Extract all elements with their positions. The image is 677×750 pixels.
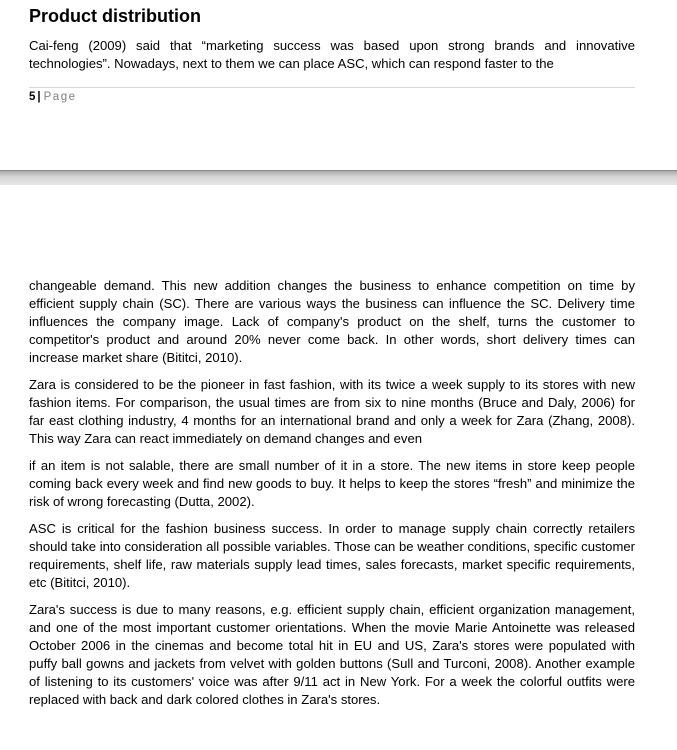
body-text [29, 277, 635, 718]
paragraph-asc-critical: ASC is critical for the fashion business success. In order to manage supply chain correctly retailers should take into consideration all possible variables. Those can be weather conditions, specific customer requirements, shelf life, raw materials supply lead times, sales forecasts, market specific requirements, etc (Bititci, 2010). [29, 521, 635, 590]
footer-separator: | [37, 91, 41, 103]
paragraph-delivery: changeable demand. This new addition changes the business to enhance competition on time by efficient supply chain (SC). There are various ways the business can influence the SC. Delivery time influences the company image. Lack of company's product on the shelf, turns the customer to competitor's product and around 20% never come back. In other words, short delivery times can increase market share (Bititci, 2010). [29, 278, 635, 365]
paragraph-zara-success: Zara's success is due to many reasons, e.g. efficient supply chain, efficient organization management, and one of the most important customer orientations. When the movie Marie Antoinette was released October 2006 in the cinemas and become total hit in EU and US, Zara's stores were populated with puffy ball gowns and jackets from velvet with golden buttons (Sull and Turconi, 2008). Another example of listening to its customers' voice was after 9/11 act in New York. For a week the colorful outfits were replaced with back and dark colored clothes in Zara's stores. [29, 602, 635, 707]
page-5-bottom [0, 0, 677, 170]
intro-paragraph: Cai-feng (2009) said that “marketing success was based upon strong brands and innovative technologies”. Nowadays, next to them we can place ASC, which can respond faster to the [29, 38, 635, 71]
page-number: 5 [29, 91, 36, 103]
page-break-gap [0, 170, 677, 185]
paragraph-salable-items: if an item is not salable, there are small number of it in a store. The new items in store keep people coming back every week and find new goods to buy. It helps to keep the stores “fresh” and minimize the risk of wrong forecasting (Dutta, 2002). [29, 458, 635, 509]
footer-divider [29, 87, 635, 88]
page-label: Page [43, 91, 77, 103]
page-footer [29, 91, 76, 103]
paragraph-zara-pioneer: Zara is considered to be the pioneer in fast fashion, with its twice a week supply to its stores with new fashion items. For comparison, the usual times are from six to nine months (Bruce and Daly, 2006) for far east clothing industry, 4 months for an international brand and only a week for Zara (Zhang, 2008). This way Zara can react immediately on demand changes and even [29, 377, 635, 446]
section-heading: Product distribution [29, 6, 201, 26]
